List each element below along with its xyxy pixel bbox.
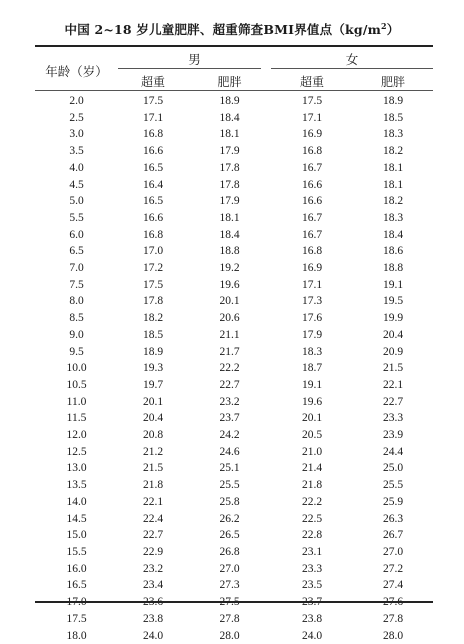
female-obese-header: 肥胖	[353, 73, 433, 90]
table-row	[35, 260, 433, 277]
age-cell: 6.0	[35, 227, 118, 244]
male-header: 男	[118, 50, 271, 68]
male-overweight-cell: 21.8	[118, 477, 188, 494]
male-overweight-cell: 20.4	[118, 410, 188, 427]
age-cell: 11.0	[35, 394, 118, 411]
male-overweight-cell: 17.5	[118, 277, 188, 294]
male-overweight-cell: 22.9	[118, 544, 188, 561]
male-obese-cell: 17.8	[188, 177, 271, 194]
table-row	[35, 110, 433, 127]
female-obese-cell: 18.2	[353, 193, 433, 210]
male-obese-cell: 18.4	[188, 227, 271, 244]
female-obese-cell: 18.1	[353, 177, 433, 194]
male-overweight-cell: 16.8	[118, 126, 188, 143]
male-obese-cell: 26.2	[188, 511, 271, 528]
female-overweight-cell: 22.8	[271, 527, 353, 544]
male-obese-cell: 20.6	[188, 310, 271, 327]
male-overweight-cell: 18.5	[118, 327, 188, 344]
table-row	[35, 628, 433, 644]
male-obese-cell: 22.2	[188, 360, 271, 377]
table-row	[35, 243, 433, 260]
male-obese-cell: 18.4	[188, 110, 271, 127]
female-overweight-cell: 16.9	[271, 260, 353, 277]
male-overweight-cell: 19.3	[118, 360, 188, 377]
female-overweight-cell: 23.8	[271, 611, 353, 628]
table-row	[35, 511, 433, 528]
female-overweight-cell: 17.9	[271, 327, 353, 344]
age-cell: 15.5	[35, 544, 118, 561]
table-row	[35, 444, 433, 461]
title-close-paren: ）	[387, 22, 400, 37]
male-overweight-cell: 23.2	[118, 561, 188, 578]
female-overweight-cell: 16.6	[271, 177, 353, 194]
age-header: 年龄（岁）	[35, 62, 118, 80]
female-obese-cell: 26.3	[353, 511, 433, 528]
female-overweight-cell: 24.0	[271, 628, 353, 644]
male-overweight-cell: 22.7	[118, 527, 188, 544]
male-overweight-cell: 16.8	[118, 227, 188, 244]
female-obese-cell: 19.5	[353, 293, 433, 310]
male-overweight-cell: 20.1	[118, 394, 188, 411]
male-overweight-cell: 18.9	[118, 344, 188, 361]
age-cell: 10.0	[35, 360, 118, 377]
male-overweight-cell: 16.6	[118, 210, 188, 227]
female-obese-cell: 18.9	[353, 93, 433, 110]
table-row	[35, 93, 433, 110]
age-cell: 13.5	[35, 477, 118, 494]
age-cell: 8.0	[35, 293, 118, 310]
age-cell: 8.5	[35, 310, 118, 327]
female-overweight-cell: 17.1	[271, 277, 353, 294]
table-row	[35, 611, 433, 628]
table-row	[35, 126, 433, 143]
male-obese-cell: 27.0	[188, 561, 271, 578]
female-obese-cell: 22.1	[353, 377, 433, 394]
male-obese-cell: 24.6	[188, 444, 271, 461]
table-row	[35, 344, 433, 361]
male-obese-cell: 26.8	[188, 544, 271, 561]
female-obese-cell: 18.3	[353, 210, 433, 227]
age-cell: 7.0	[35, 260, 118, 277]
female-obese-cell: 27.0	[353, 544, 433, 561]
table-row	[35, 360, 433, 377]
table-title	[0, 20, 464, 38]
female-obese-cell: 18.8	[353, 260, 433, 277]
female-obese-cell: 18.1	[353, 160, 433, 177]
female-group-rule	[271, 68, 433, 69]
header-rule	[35, 90, 433, 91]
female-obese-cell: 20.4	[353, 327, 433, 344]
male-overweight-cell: 17.1	[118, 110, 188, 127]
female-overweight-cell: 20.1	[271, 410, 353, 427]
female-overweight-cell: 17.1	[271, 110, 353, 127]
male-obese-cell: 20.1	[188, 293, 271, 310]
female-obese-cell: 26.7	[353, 527, 433, 544]
age-cell: 5.0	[35, 193, 118, 210]
male-overweight-cell: 16.6	[118, 143, 188, 160]
male-obese-cell: 25.5	[188, 477, 271, 494]
female-obese-cell: 21.5	[353, 360, 433, 377]
male-overweight-cell: 17.8	[118, 293, 188, 310]
female-overweight-cell: 23.3	[271, 561, 353, 578]
table-row	[35, 210, 433, 227]
female-obese-cell: 24.4	[353, 444, 433, 461]
female-overweight-cell: 21.4	[271, 460, 353, 477]
female-obese-cell: 27.8	[353, 611, 433, 628]
age-cell: 17.5	[35, 611, 118, 628]
age-cell: 13.0	[35, 460, 118, 477]
table-row	[35, 427, 433, 444]
male-obese-cell: 27.3	[188, 577, 271, 594]
female-overweight-cell: 18.7	[271, 360, 353, 377]
female-obese-cell: 19.1	[353, 277, 433, 294]
female-overweight-cell: 21.8	[271, 477, 353, 494]
male-overweight-cell: 16.5	[118, 160, 188, 177]
table-row	[35, 193, 433, 210]
male-overweight-cell: 17.2	[118, 260, 188, 277]
male-overweight-cell: 21.5	[118, 460, 188, 477]
male-overweight-cell: 23.8	[118, 611, 188, 628]
age-cell: 10.5	[35, 377, 118, 394]
bmi-table	[35, 93, 433, 644]
male-overweight-cell: 17.5	[118, 93, 188, 110]
table-row	[35, 577, 433, 594]
male-obese-cell: 17.8	[188, 160, 271, 177]
male-overweight-cell: 19.7	[118, 377, 188, 394]
female-obese-cell: 20.9	[353, 344, 433, 361]
table-row	[35, 143, 433, 160]
table-row	[35, 160, 433, 177]
male-obese-cell: 21.7	[188, 344, 271, 361]
age-cell: 12.5	[35, 444, 118, 461]
female-overweight-cell: 16.8	[271, 243, 353, 260]
male-overweight-cell: 18.2	[118, 310, 188, 327]
female-obese-cell: 27.4	[353, 577, 433, 594]
table-row	[35, 527, 433, 544]
age-cell: 4.5	[35, 177, 118, 194]
table-title-text: 中国 2~18 岁儿童肥胖、超重筛查BMI界值点（kg/m	[65, 22, 382, 37]
male-overweight-cell: 22.1	[118, 494, 188, 511]
table-row	[35, 177, 433, 194]
male-overweight-cell: 17.0	[118, 243, 188, 260]
male-obese-cell: 17.9	[188, 193, 271, 210]
age-cell: 2.5	[35, 110, 118, 127]
female-overweight-cell: 18.3	[271, 344, 353, 361]
female-obese-cell: 25.9	[353, 494, 433, 511]
age-cell: 3.5	[35, 143, 118, 160]
age-cell: 15.0	[35, 527, 118, 544]
male-obese-cell: 21.1	[188, 327, 271, 344]
male-obese-cell: 18.8	[188, 243, 271, 260]
age-cell: 6.5	[35, 243, 118, 260]
male-obese-cell: 25.8	[188, 494, 271, 511]
male-obese-cell: 23.7	[188, 410, 271, 427]
age-cell: 12.0	[35, 427, 118, 444]
female-overweight-cell: 16.8	[271, 143, 353, 160]
table-row	[35, 394, 433, 411]
male-obese-cell: 23.2	[188, 394, 271, 411]
female-obese-cell: 22.7	[353, 394, 433, 411]
female-obese-cell: 23.3	[353, 410, 433, 427]
male-overweight-cell: 21.2	[118, 444, 188, 461]
female-overweight-cell: 17.5	[271, 93, 353, 110]
male-overweight-cell: 24.0	[118, 628, 188, 644]
female-overweight-cell: 22.5	[271, 511, 353, 528]
table-row	[35, 561, 433, 578]
female-overweight-cell: 19.1	[271, 377, 353, 394]
male-overweight-cell: 16.5	[118, 193, 188, 210]
age-cell: 11.5	[35, 410, 118, 427]
top-rule	[35, 45, 433, 47]
female-obese-cell: 25.5	[353, 477, 433, 494]
age-cell: 3.0	[35, 126, 118, 143]
female-obese-cell: 27.2	[353, 561, 433, 578]
age-cell: 16.5	[35, 577, 118, 594]
male-obese-cell: 18.9	[188, 93, 271, 110]
male-obese-cell: 26.5	[188, 527, 271, 544]
age-cell: 5.5	[35, 210, 118, 227]
female-overweight-cell: 21.0	[271, 444, 353, 461]
age-cell: 14.5	[35, 511, 118, 528]
age-cell: 7.5	[35, 277, 118, 294]
male-overweight-cell: 16.4	[118, 177, 188, 194]
male-overweight-cell: 22.4	[118, 511, 188, 528]
male-obese-cell: 27.8	[188, 611, 271, 628]
bottom-rule	[35, 601, 433, 603]
table-row	[35, 460, 433, 477]
female-overweight-cell: 16.7	[271, 160, 353, 177]
age-cell: 4.0	[35, 160, 118, 177]
table-row	[35, 327, 433, 344]
table-row	[35, 410, 433, 427]
male-obese-cell: 17.9	[188, 143, 271, 160]
age-cell: 14.0	[35, 494, 118, 511]
female-overweight-cell: 19.6	[271, 394, 353, 411]
male-overweight-cell: 23.4	[118, 577, 188, 594]
table-row	[35, 544, 433, 561]
table-row	[35, 227, 433, 244]
female-overweight-cell: 16.7	[271, 210, 353, 227]
female-overweight-cell: 16.7	[271, 227, 353, 244]
table-row	[35, 477, 433, 494]
table-row	[35, 293, 433, 310]
age-cell: 18.0	[35, 628, 118, 644]
female-overweight-cell: 20.5	[271, 427, 353, 444]
male-overweight-header: 超重	[118, 73, 188, 90]
age-cell: 9.5	[35, 344, 118, 361]
male-obese-header: 肥胖	[188, 73, 271, 90]
female-obese-cell: 28.0	[353, 628, 433, 644]
female-obese-cell: 18.3	[353, 126, 433, 143]
female-overweight-cell: 23.5	[271, 577, 353, 594]
table-row	[35, 377, 433, 394]
male-obese-cell: 19.2	[188, 260, 271, 277]
female-obese-cell: 25.0	[353, 460, 433, 477]
female-overweight-cell: 17.3	[271, 293, 353, 310]
female-obese-cell: 23.9	[353, 427, 433, 444]
male-obese-cell: 18.1	[188, 126, 271, 143]
female-obese-cell: 18.4	[353, 227, 433, 244]
female-obese-cell: 18.5	[353, 110, 433, 127]
female-header: 女	[271, 50, 433, 68]
table-row	[35, 494, 433, 511]
table-row	[35, 310, 433, 327]
age-cell: 2.0	[35, 93, 118, 110]
female-obese-cell: 19.9	[353, 310, 433, 327]
male-group-rule	[118, 68, 261, 69]
male-obese-cell: 22.7	[188, 377, 271, 394]
female-obese-cell: 18.6	[353, 243, 433, 260]
female-overweight-cell: 17.6	[271, 310, 353, 327]
table-row	[35, 277, 433, 294]
male-obese-cell: 28.0	[188, 628, 271, 644]
age-cell: 9.0	[35, 327, 118, 344]
age-cell: 16.0	[35, 561, 118, 578]
male-obese-cell: 25.1	[188, 460, 271, 477]
male-obese-cell: 18.1	[188, 210, 271, 227]
male-overweight-cell: 20.8	[118, 427, 188, 444]
female-obese-cell: 18.2	[353, 143, 433, 160]
female-overweight-cell: 16.6	[271, 193, 353, 210]
female-overweight-cell: 22.2	[271, 494, 353, 511]
female-overweight-header: 超重	[271, 73, 353, 90]
female-overweight-cell: 23.1	[271, 544, 353, 561]
female-overweight-cell: 16.9	[271, 126, 353, 143]
male-obese-cell: 19.6	[188, 277, 271, 294]
bmi-table-body	[35, 93, 433, 644]
title-superscript: 2	[381, 21, 387, 31]
male-obese-cell: 24.2	[188, 427, 271, 444]
